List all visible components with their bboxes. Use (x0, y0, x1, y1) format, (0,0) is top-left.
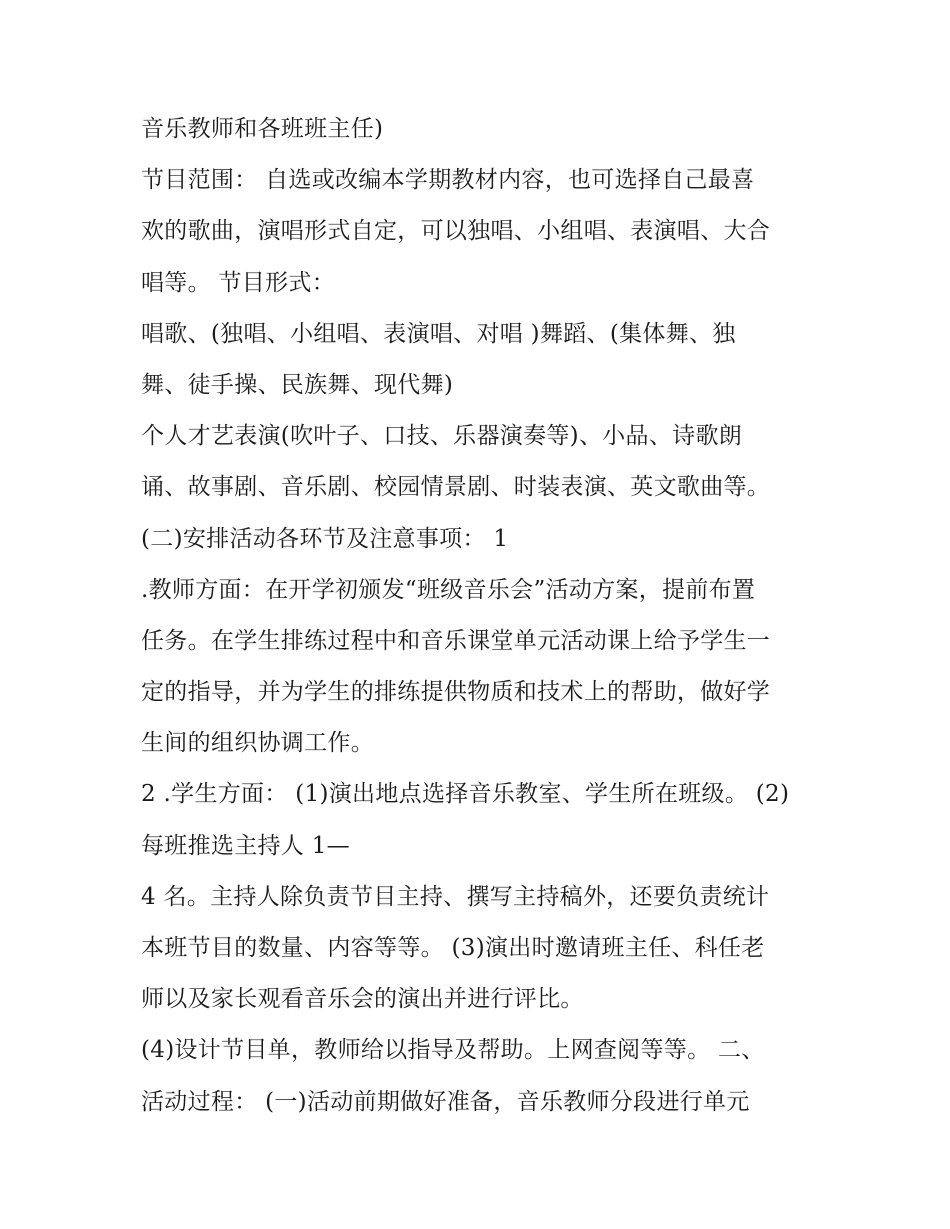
text-line: 本班节目的数量、内容等等。 (3)演出时邀请班主任、科任老 (141, 935, 765, 961)
text-line: 唱歌、(独唱、小组唱、表演唱、对唱 )舞蹈、(集体舞、独 (141, 320, 736, 347)
text-line: 音乐教师和各班班主任) (141, 116, 384, 142)
text-line: 4 名。主持人除负责节目主持、撰写主持稿外，还要负责统计 (141, 883, 770, 910)
text-line: 个人才艺表演(吹叶子、口技、乐器演奏等)、小品、诗歌朗 (141, 423, 743, 450)
text-line: 每班推选主持人 1— (141, 832, 350, 859)
text-line: 生间的组织协调工作。 (141, 730, 374, 757)
text-line: (4)设计节目单，教师给以指导及帮助。上网查阅等等。 二、 (141, 1037, 765, 1064)
text-line: 活动过程： (一)活动前期做好准备，音乐教师分段进行单元 (141, 1088, 750, 1115)
text-line: 任务。在学生排练过程中和音乐课堂单元活动课上给予学生一 (141, 627, 771, 654)
text-line: 师以及家长观看音乐会的演出并进行评比。 (141, 986, 584, 1013)
document-body (141, 104, 821, 1128)
text-line: 舞、徒手操、民族舞、现代舞) (141, 371, 454, 398)
text-line: 2 .学生方面： (1)演出地点选择音乐教室、学生所在班级。 (2) (141, 781, 790, 808)
text-line: 定的指导，并为学生的排练提供物质和技术上的帮助，做好学 (141, 679, 771, 706)
text-line: 诵、故事剧、音乐剧、校园情景剧、时装表演、英文歌曲等。 (141, 474, 771, 501)
text-line: 节目范围： 自选或改编本学期教材内容，也可选择自己最喜 (141, 167, 755, 194)
text-line: 唱等。 节目形式： (141, 269, 336, 296)
text-line: .教师方面：在开学初颁发“班级音乐会”活动方案，提前布置 (141, 576, 756, 603)
text-line: (二)安排活动各环节及注意事项： 1 (141, 525, 509, 552)
text-line: 欢的歌曲，演唱形式自定，可以独唱、小组唱、表演唱、大合 (141, 218, 771, 245)
